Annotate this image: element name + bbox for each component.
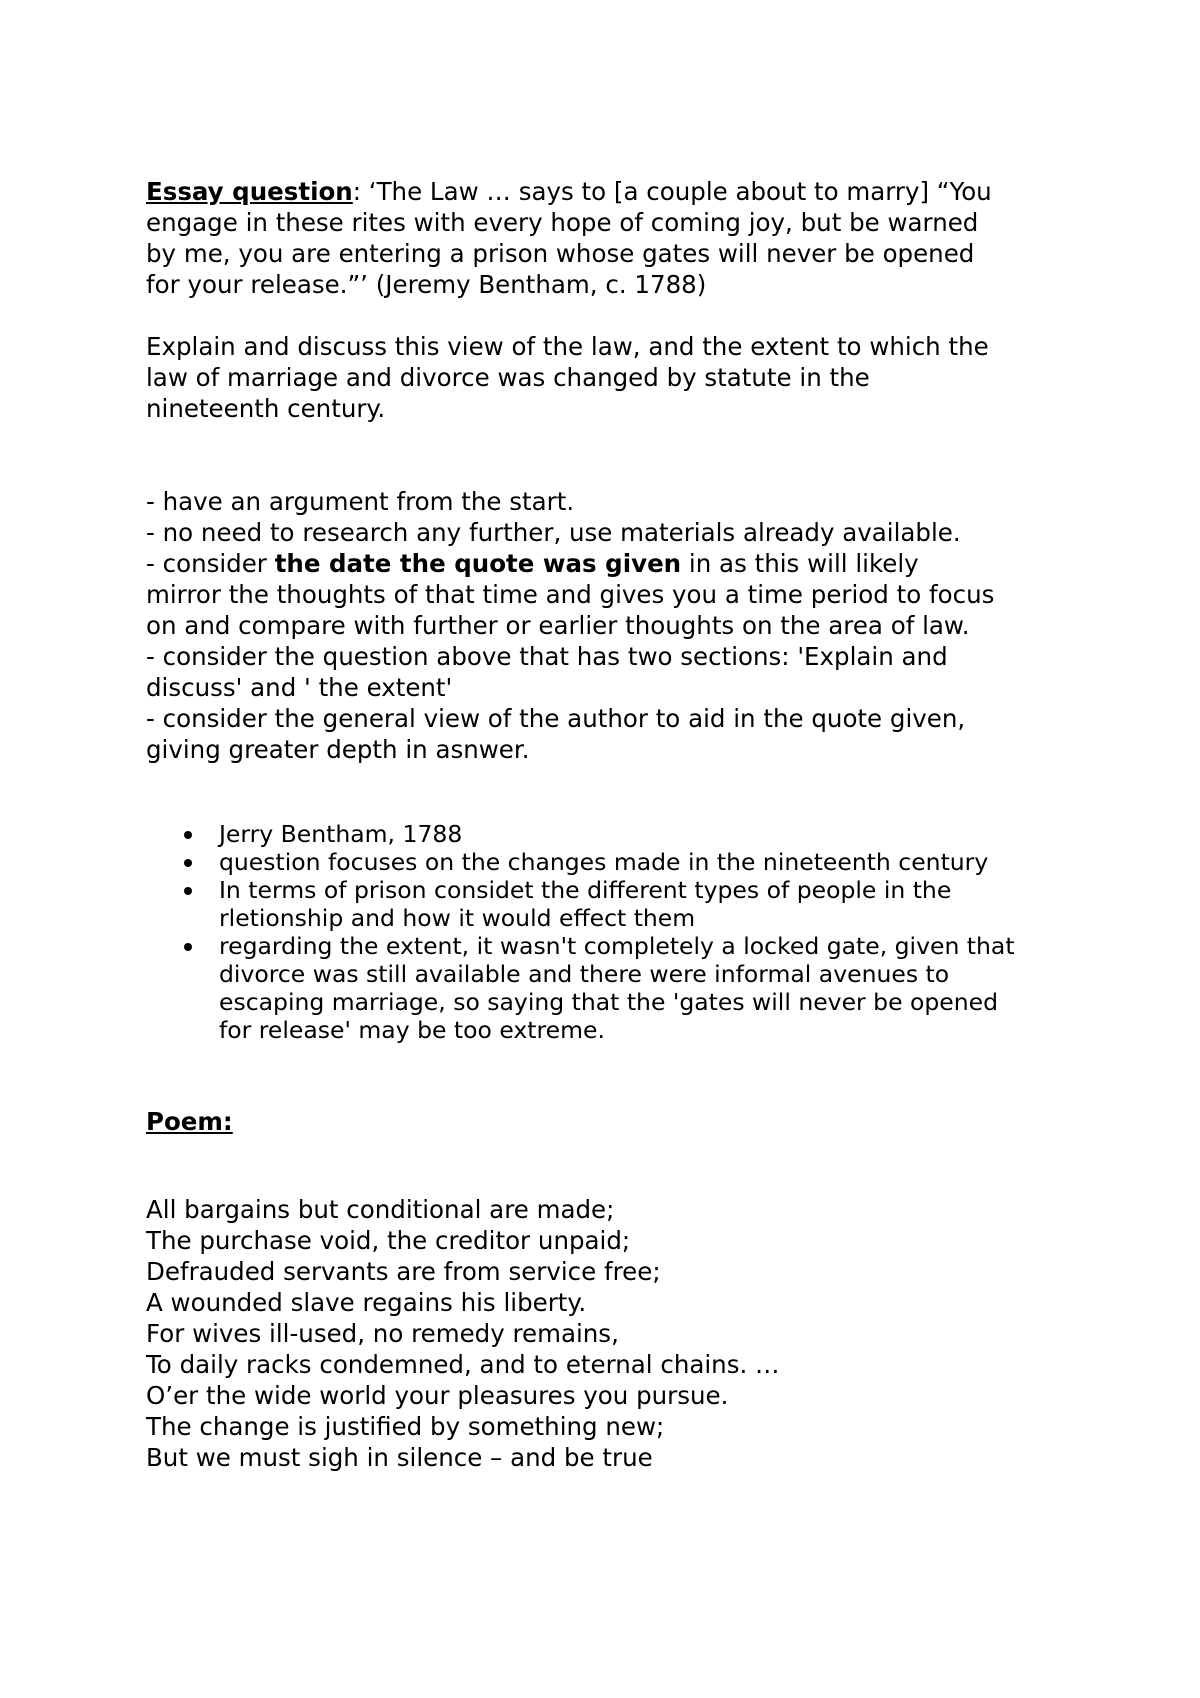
essay-question-paragraph <box>146 176 1076 300</box>
note-text: in as this will likely <box>681 549 919 578</box>
bullet-item <box>146 876 1076 932</box>
bullet-text: In terms of prison considet the different types of people in the <box>219 876 952 904</box>
bullet-list <box>146 820 1076 1044</box>
bullet-dot-icon <box>184 887 192 895</box>
bullet-text: escaping marriage, so saying that the 'gates will never be opened <box>219 988 999 1016</box>
instruction-paragraph <box>146 331 1076 424</box>
note-line: - consider the general view of the author to aid in the quote given, <box>146 704 966 733</box>
bullet-item <box>146 848 1076 876</box>
note-bold-text: the date the quote was given <box>274 549 682 578</box>
poem-line: For wives ill-used, no remedy remains, <box>146 1319 619 1348</box>
poem-body <box>146 1194 1076 1473</box>
bullet-dot-icon <box>184 831 192 839</box>
poem-line: To daily racks condemned, and to eternal chains. … <box>146 1350 780 1379</box>
note-line: - have an argument from the start. <box>146 487 575 516</box>
bullet-text: Jerry Bentham, 1788 <box>219 820 463 848</box>
note-line: on and compare with further or earlier thoughts on the area of law. <box>146 611 970 640</box>
essay-quote-start: : ‘The Law … says to [a couple about to marry] “You <box>352 177 992 206</box>
essay-line-4: for your release.”’ (Jeremy Bentham, c. 1788) <box>146 270 707 299</box>
bullet-text: question focuses on the changes made in the nineteenth century <box>219 848 989 876</box>
poem-line: Defrauded servants are from service free; <box>146 1257 661 1286</box>
poem-line: But we must sigh in silence – and be true <box>146 1443 653 1472</box>
poem-line: The purchase void, the creditor unpaid; <box>146 1226 631 1255</box>
bullet-item <box>146 932 1076 1044</box>
bullet-item <box>146 820 1076 848</box>
essay-line-1 <box>146 176 1076 207</box>
poem-section <box>146 1106 1076 1137</box>
poem-line: The change is justified by something new; <box>146 1412 665 1441</box>
note-text: - consider <box>146 549 275 578</box>
poem-line: O’er the wide world your pleasures you pursue. <box>146 1381 729 1410</box>
instruction-line-3: nineteenth century. <box>146 394 386 423</box>
note-line: discuss' and ' the extent' <box>146 673 453 702</box>
instruction-line-1: Explain and discuss this view of the law, and the extent to which the <box>146 332 989 361</box>
poem-line: A wounded slave regains his liberty. <box>146 1288 587 1317</box>
note-line <box>146 548 1076 579</box>
essay-line-3: by me, you are entering a prison whose gates will never be opened <box>146 239 975 268</box>
notes-list <box>146 486 1076 765</box>
note-line: - consider the question above that has two sections: 'Explain and <box>146 642 948 671</box>
bullet-text: rletionship and how it would effect them <box>219 904 696 932</box>
bullet-text: divorce was still available and there were informal avenues to <box>219 960 950 988</box>
poem-line: All bargains but conditional are made; <box>146 1195 615 1224</box>
poem-heading: Poem: <box>146 1107 233 1136</box>
essay-question-label: Essay question <box>146 177 353 206</box>
essay-line-2: engage in these rites with every hope of coming joy, but be warned <box>146 208 979 237</box>
bullet-dot-icon <box>184 859 192 867</box>
note-line: - no need to research any further, use materials already available. <box>146 518 961 547</box>
bullet-text: regarding the extent, it wasn't completely a locked gate, given that <box>219 932 1015 960</box>
note-line: giving greater depth in asnwer. <box>146 735 530 764</box>
bullet-text: for release' may be too extreme. <box>219 1016 605 1044</box>
bullet-dot-icon <box>184 943 192 951</box>
instruction-line-2: law of marriage and divorce was changed by statute in the <box>146 363 870 392</box>
note-line: mirror the thoughts of that time and gives you a time period to focus <box>146 580 995 609</box>
